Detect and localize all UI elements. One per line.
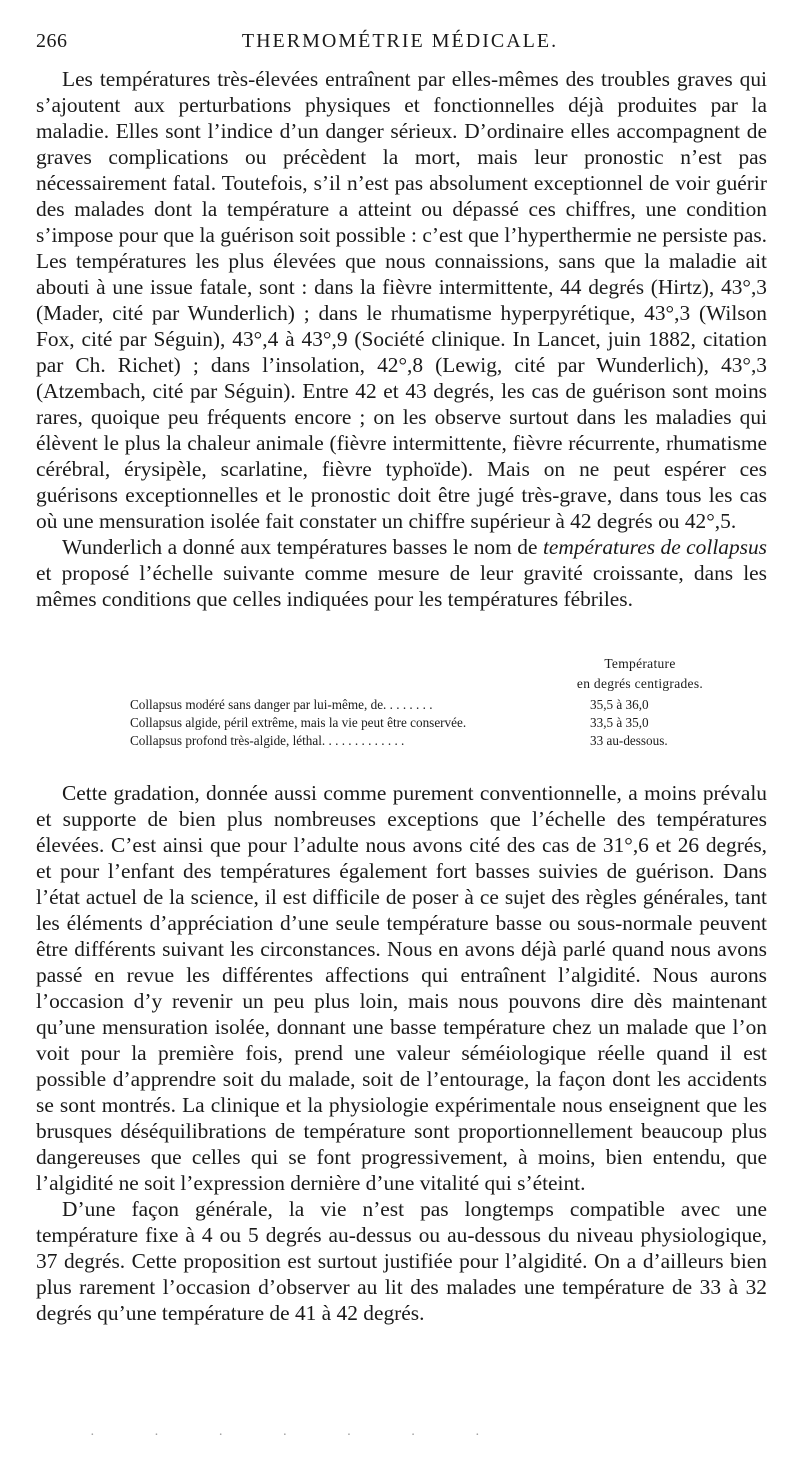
- paragraph-text: Wunderlich a donné aux températures basses le nom de: [62, 535, 543, 559]
- row-value: 33 au-dessous.: [590, 733, 668, 748]
- table-row: [130, 696, 710, 714]
- paragraph: [36, 534, 767, 612]
- text-block-bottom: [36, 780, 767, 1326]
- row-value: 33,5 à 35,0: [590, 715, 649, 730]
- page-number: 266: [36, 30, 68, 52]
- text-block-top: [36, 66, 767, 612]
- paragraph-text: et proposé l’échelle suivante comme mesure de leur gravité croissante, dans les mêmes conditions que celles indiquées pour les températures fébriles.: [36, 561, 767, 611]
- row-label: Collapsus modéré sans danger par lui-même, de. . . . . . . .: [130, 697, 433, 712]
- page-header: [36, 30, 764, 60]
- row-label: Collapsus profond très-algide, léthal. . . . . . . . . . . . .: [130, 733, 405, 748]
- table-row: [130, 732, 710, 750]
- running-title: THERMOMÉTRIE MÉDICALE.: [241, 30, 559, 52]
- row-label: Collapsus algide, péril extrême, mais la vie peut être conservée.: [130, 715, 467, 730]
- scan-marks-decoration: · · · · · · ·: [90, 1428, 508, 1443]
- row-value: 35,5 à 36,0: [590, 697, 649, 712]
- paragraph: Les températures très-élevées entraînent par elles-mêmes des troubles graves qui s’ajoutent aux perturbations physiques et fonctionnelles déjà produites par la maladie. Elles sont l’indice d’un danger sérieux. D’ordinaire elles accompagnent de graves complications ou précèdent la mort, mais leur pronostic n’est pas nécessairement fatal. Toutefois, s’il n’est pas absolument exceptionnel de voir guérir des malades dont la température a atteint ou dépassé ces chiffres, une condition s’impose pour que la guérison soit possible : c’est que l’hyperthermie ne persiste pas. Les températures les plus élevées que nous connaissions, sans que la maladie ait abouti à une issue fatale, sont : dans la fièvre intermittente, 44 degrés (Hirtz), 43°,3 (Mader, cité par Wunderlich) ; dans le rhumatisme hyperpyrétique, 43°,3 (Wilson Fox, cité par Séguin), 43°,4 à 43°,9 (Société clinique. In Lancet, juin 1882, citation par Ch. Richet) ; dans l’insolation, 42°,8 (Lewig, cité par Wunderlich), 43°,3 (Atzembach, cité par Séguin). Entre 42 et 43 degrés, les cas de guérison sont moins rares, quoique peu fréquents encore ; on les observe surtout dans les maladies qui élèvent le plus la chaleur animale (fièvre intermittente, fièvre récurrente, rhumatisme cérébral, érysipèle, scarlatine, fièvre typhoïde). Mais on ne peut espérer ces guérisons exceptionnelles et le pronostic doit être jugé très-grave, dans tous les cas où une mensuration isolée fait constater un chiffre supérieur à 42 degrés ou 42°,5.: [36, 67, 767, 533]
- paragraph: Cette gradation, donnée aussi comme purement conventionnelle, a moins prévalu et supporte de bien plus nombreuses exceptions que l’échelle des températures élevées. C’est ainsi que pour l’adulte nous avons cité des cas de 31°,6 et 26 degrés, et pour l’enfant des températures également fort basses suivies de guérison. Dans l’état actuel de la science, il est difficile de poser à ce sujet des règles générales, tant les éléments d’appréciation d’une seule température basse ou sous-normale peuvent être différents suivant les circonstances. Nous en avons déjà parlé quand nous avons passé en revue les différentes affections qui entraînent l’algidité. Nous aurons l’occasion d’y revenir un peu plus loin, mais nous pouvons dire dès maintenant qu’une mensuration isolée, donnant une basse température chez un malade que l’on voit pour la première fois, prend une valeur séméiologique réelle quand il est possible d’apprendre soit du malade, soit de l’entourage, la façon dont les accidents se sont montrés. La clinique et la physiologie expérimentale nous enseignent que les brusques déséquilibrations de température sont proportionnellement beaucoup plus dangereuses que celles qui se font progressivement, à moins, bien entendu, que l’algidité ne soit l’expression dernière d’une vitalité qui s’éteint.: [36, 781, 767, 1195]
- italic-term: températures de collapsus: [542, 535, 767, 559]
- table-row: [130, 714, 710, 732]
- table-header-line: en degrés centigrades.: [576, 676, 704, 691]
- table-header: [552, 654, 728, 694]
- paragraph: D’une façon générale, la vie n’est pas longtemps compatible avec une température fixe à 4 ou 5 degrés au-dessus ou au-dessous du niveau physiologique, 37 degrés. Cette proposition est surtout justifiée pour l’algidité. On a d’ailleurs bien plus rarement l’occasion d’observer au lit des malades une température de 33 à 32 degrés qu’une température de 41 à 42 degrés.: [36, 1197, 767, 1325]
- table-header-line: Température: [604, 656, 676, 671]
